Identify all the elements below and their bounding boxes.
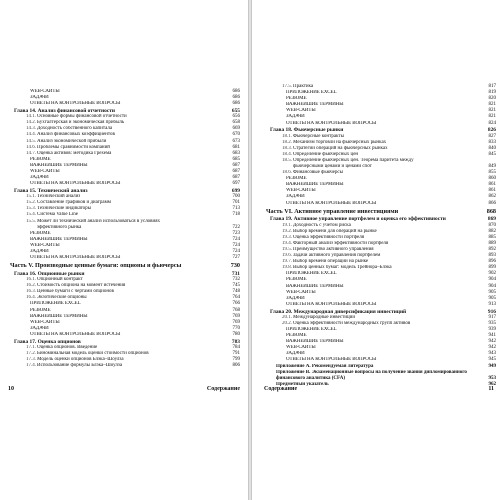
entry-page: 686 [232, 89, 240, 94]
page-number-left: 10 [8, 386, 14, 392]
entry-text: Выбор ценных бумаг: модель Трейнора–Блэка [293, 265, 392, 271]
entry-text: WEB-САЙТЫ [286, 108, 316, 114]
entry-page: 905 [488, 289, 496, 295]
entry-page: 893 [488, 253, 496, 259]
entry-page: 806 [232, 363, 240, 369]
section-number: 14.6. [26, 144, 36, 150]
entry-text: WEB-САЙТЫ [30, 319, 60, 325]
entry-text: Фьючерсные контракты [293, 133, 344, 139]
entry-text: Оценка эффективности портфеля [293, 234, 365, 240]
entry-text: Выбор времени операции на рынке [293, 259, 369, 265]
entry-text: ВАЖНЕЙШИЕ ТЕРМИНЫ [286, 339, 344, 345]
entry-page: 766 [232, 301, 240, 307]
entry-text: Доходность с учетом риска [293, 222, 351, 228]
entry-text: Финансовые фьючерсы [293, 170, 343, 176]
entry-text: Глава 18. Фьючерсные рынки [270, 127, 344, 134]
entry-page: 768 [232, 307, 240, 313]
section-number: 18.4. [282, 151, 292, 157]
entry-text: WEB-САЙТЫ [30, 242, 60, 248]
entry-page: 902 [488, 271, 496, 277]
entry-text: ВАЖНЕЙШИЕ ТЕРМИНЫ [286, 283, 344, 289]
entry-page: 681 [232, 144, 240, 150]
entry-text: Ценные бумаги с чертами опционов [37, 289, 114, 295]
entry-text: ЗАДАЧИ [286, 351, 305, 357]
entry-text: Технические индикаторы [37, 206, 92, 212]
entry-text: Механизм торговли на фьючерсных рынках [293, 139, 387, 145]
entry-page: 745 [232, 283, 240, 289]
entry-page: 943 [488, 351, 496, 357]
entry-text: Часть V. Производные ценные бумаги: опционы и фьючерсы [10, 262, 182, 270]
entry-page: 840 [488, 145, 496, 151]
section-number: 15.4. [26, 212, 36, 218]
section-number: 15.5. [26, 218, 36, 224]
entry-text: ВАЖНЕЙШИЕ ТЕРМИНЫ [30, 162, 88, 168]
entry-page: 882 [488, 228, 496, 234]
entry-page: 917 [488, 314, 496, 320]
section-number: 19.5. [282, 246, 292, 252]
entry-page: 962 [488, 381, 496, 387]
entry-page: 885 [488, 234, 496, 240]
entry-text: ВАЖНЕЙШИЕ ТЕРМИНЫ [30, 236, 88, 242]
entry-text: ЗАДАЧИ [286, 194, 305, 200]
toc-list-left [8, 89, 240, 369]
entry-page: 730 [230, 262, 240, 270]
entry-text: ЗАДАЧИ [30, 95, 49, 101]
running-title-left: Содержание [206, 386, 240, 392]
entry-text: ПРИЛОЖЕНИЕ EXCEL [30, 301, 81, 307]
section-number: 14.7. [26, 150, 36, 156]
entry-page: 724 [232, 249, 240, 255]
section-number: 14.2. [26, 120, 36, 126]
entry-text: Стратегии операций на фьючерсных рынках [293, 145, 388, 151]
entry-page: 700 [232, 194, 240, 200]
entry-page: 817 [488, 84, 496, 89]
entry-page: 673 [232, 138, 240, 144]
entry-text: Практика [293, 84, 314, 89]
entry-page: 723 [232, 230, 240, 236]
entry-text: ЗАДАЧИ [286, 114, 305, 120]
entry-page: 770 [232, 325, 240, 331]
entry-text: Использование формулы Блэка–Шоулза [37, 363, 123, 369]
entry-page: 896 [488, 259, 496, 265]
entry-page: 916 [487, 308, 496, 315]
entry-page: 945 [488, 357, 496, 363]
section-number: 14.1. [26, 114, 36, 120]
section-number: 20.2. [282, 320, 292, 326]
entry-text: ВАЖНЕЙШИЕ ТЕРМИНЫ [286, 102, 344, 108]
entry-text: Оценка эффективности международных групп активов [293, 320, 411, 326]
toc-entry-item[interactable] [264, 121, 496, 127]
entry-text: Анализ финансовых коэффициентов [37, 132, 115, 138]
entry-text: Выбор времени для операций на рынке [293, 228, 377, 234]
entry-page: 821 [488, 108, 496, 114]
entry-text: Предметный указатель [276, 381, 329, 387]
entry-page: 699 [231, 188, 240, 195]
entry-page: 870 [488, 222, 496, 228]
entry-text: Биноминальная модель оценки стоимости опционов [37, 351, 149, 357]
toc-entry-item[interactable] [264, 302, 496, 308]
entry-page: 821 [488, 114, 496, 120]
entry-page: 670 [232, 132, 240, 138]
entry-text: Основные формы финансовой отчетности [37, 114, 127, 120]
right-page [252, 0, 500, 500]
section-number: 15.2. [26, 200, 36, 206]
section-number: 14.3. [26, 126, 36, 132]
entry-page: 683 [232, 150, 240, 156]
toc-entry-item[interactable] [264, 201, 496, 207]
entry-page: 791 [232, 351, 240, 357]
section-number: 17.2. [26, 351, 36, 357]
entry-page: 669 [232, 126, 240, 132]
entry-text: Глава 19. Активное управление портфелем и оценка его эффективности [270, 216, 446, 223]
toc-entry-section[interactable] [8, 363, 240, 369]
entry-text: Технический анализ [37, 194, 81, 200]
entry-text: Анализ экономической прибыли [37, 138, 107, 144]
toc-entry-part[interactable] [8, 262, 240, 270]
entry-text: РЕЗЮМЕ [30, 230, 51, 236]
entry-text: ОТВЕТЫ НА КОНТРОЛЬНЫЕ ВОПРОСЫ [30, 181, 121, 187]
entry-text: WEB-САЙТЫ [286, 188, 316, 194]
section-number: 17.5. [282, 84, 292, 89]
entry-text: Определение фьючерсных цен [293, 151, 359, 157]
section-number: 14.4. [26, 132, 36, 138]
entry-text: РЕЗЮМЕ [286, 333, 307, 339]
entry-title [264, 302, 479, 308]
entry-text: ОТВЕТЫ НА КОНТРОЛЬНЫЕ ВОПРОСЫ [286, 120, 377, 126]
entry-text: ЗАДАЧИ [286, 295, 305, 301]
entry-page: 656 [232, 114, 240, 120]
entry-page: 732 [232, 277, 240, 283]
section-number: 18.1. [282, 133, 292, 139]
entry-text: WEB-САЙТЫ [30, 89, 60, 94]
entry-page: 780 [232, 331, 240, 337]
entry-text: Определение фьючерсных цен. Теорема паритета между [293, 157, 414, 163]
entry-page: 892 [488, 246, 496, 252]
entry-title [264, 208, 479, 216]
entry-text: Приложение А. Рекомендуемая литература [276, 363, 374, 369]
section-number: 19.7. [282, 259, 292, 265]
entry-page: 904 [488, 277, 496, 283]
entry-page: 687 [232, 169, 240, 175]
entry-page: 939 [488, 326, 496, 332]
entry-text: ОТВЕТЫ НА КОНТРОЛЬНЫЕ ВОПРОСЫ [286, 301, 377, 307]
entry-text: Глава 14. Анализ финансовой отчетности [14, 108, 115, 115]
entry-page: 819 [488, 90, 496, 96]
entry-text: WEB-САЙТЫ [286, 345, 316, 351]
entry-page: 727 [232, 255, 240, 261]
toc-entry-item[interactable] [8, 332, 240, 338]
page-number-right: 11 [488, 386, 494, 392]
left-page [0, 0, 248, 500]
entry-page: 722 [232, 224, 240, 230]
entry-text: WEB-САЙТЫ [30, 169, 60, 175]
entry-text: Доходность собственного капитала [37, 126, 113, 132]
entry-page: 783 [231, 338, 240, 345]
section-number: 17.4. [26, 363, 36, 369]
entry-text: Модель оценки опционов Блэка–Шоулза [37, 357, 124, 363]
entry-text: Оценка опционов. Введение [37, 344, 98, 350]
entry-page: 860 [488, 176, 496, 182]
entry-text: Факторный анализ эффективности портфеля [293, 240, 389, 246]
entry-page: 866 [488, 200, 496, 206]
entry-page: 889 [488, 240, 496, 246]
entry-text: Система Value Line [37, 212, 79, 218]
entry-page: 655 [231, 108, 240, 115]
entry-page: 685 [232, 156, 240, 162]
entry-title [8, 181, 223, 187]
entry-page: 799 [232, 357, 240, 363]
toc-list-right [264, 84, 496, 388]
entry-page: 941 [488, 333, 496, 339]
section-number: 15.1. [26, 194, 36, 200]
entry-text: Проблемы сравнимости компаний [37, 144, 110, 150]
entry-page: 748 [232, 289, 240, 295]
entry-text: Часть VI. Активное управление инвестициями [266, 207, 399, 215]
entry-text: Международные инвестиции [293, 314, 356, 320]
running-title-right: Содержание [264, 386, 298, 392]
entry-page: 849 [488, 164, 496, 170]
entry-page: 701 [232, 200, 240, 206]
entry-title [264, 121, 479, 127]
entry-title [8, 332, 223, 338]
entry-page: 713 [232, 206, 240, 212]
section-number: 16.2. [26, 283, 36, 289]
entry-page: 827 [488, 133, 496, 139]
entry-page: 845 [488, 151, 496, 157]
entry-text: ВАЖНЕЙШИЕ ТЕРМИНЫ [286, 182, 344, 188]
section-number: 19.4. [282, 240, 292, 246]
toc-entry-part[interactable] [264, 208, 496, 216]
entry-page: 855 [488, 170, 496, 176]
entry-page: 724 [232, 242, 240, 248]
entry-page: 769 [232, 319, 240, 325]
section-number: 14.5. [26, 138, 36, 144]
section-number: 19.3. [282, 234, 292, 240]
entry-text: РЕЗЮМЕ [286, 96, 307, 102]
entry-page: 862 [488, 194, 496, 200]
section-number: 19.2. [282, 228, 292, 234]
section-number: 16.4. [26, 295, 36, 301]
entry-text: ЗАДАЧИ [30, 325, 49, 331]
entry-page: 697 [232, 181, 240, 187]
toc-entry-appendix[interactable] [264, 370, 496, 382]
entry-title [8, 262, 223, 270]
toc-entry-appendix[interactable] [264, 382, 496, 388]
toc-entry-item[interactable] [8, 255, 240, 261]
section-number: 18.5. [282, 157, 292, 163]
entry-text: РЕЗЮМЕ [286, 277, 307, 283]
entry-text-cont: эффективного рынка [37, 224, 82, 230]
entry-page: 826 [487, 127, 496, 134]
entry-page: 942 [488, 345, 496, 351]
section-number: 18.2. [282, 139, 292, 145]
entry-text: Глава 16. Опционные рынки [14, 271, 85, 278]
entry-text: Бухгалтерская и экономическая прибыль [37, 120, 125, 126]
entry-page: 869 [487, 216, 496, 223]
entry-title [8, 255, 223, 261]
entry-text: Преимущество активного управления [293, 246, 374, 252]
toc-entry-item[interactable] [8, 181, 240, 187]
entry-title [264, 201, 479, 207]
entry-page: 821 [488, 102, 496, 108]
entry-text: Глава 15. Технический анализ [14, 188, 88, 195]
section-number: 18.3. [282, 145, 292, 151]
entry-page: 868 [486, 207, 496, 215]
entry-page: 658 [232, 120, 240, 126]
entry-page: 905 [488, 295, 496, 301]
section-number: 17.3. [26, 357, 36, 363]
entry-text: ПРИЛОЖЕНИЕ EXCEL [286, 271, 337, 277]
entry-text: WEB-САЙТЫ [286, 289, 316, 295]
entry-page: 935 [488, 320, 496, 326]
section-number: 19.8. [282, 265, 292, 271]
entry-title [264, 370, 479, 382]
entry-text-cont: фьючерсными ценами и ценами спот [293, 164, 372, 170]
entry-text: ОТВЕТЫ НА КОНТРОЛЬНЫЕ ВОПРОСЫ [286, 200, 377, 206]
entry-text: Составление графиков и диаграмм [37, 200, 111, 206]
section-number: 17.1. [26, 344, 36, 350]
entry-text: ВАЖНЕЙШИЕ ТЕРМИНЫ [30, 313, 88, 319]
entry-page: 731 [231, 271, 240, 278]
entry-page: 899 [488, 265, 496, 271]
entry-text: Опционный контракт [37, 277, 83, 283]
entry-page: 687 [232, 162, 240, 168]
entry-text: Стоимость опциона на момент истечения [37, 283, 126, 289]
entry-text: ОТВЕТЫ НА КОНТРОЛЬНЫЕ ВОПРОСЫ [30, 101, 121, 107]
entry-page: 833 [488, 139, 496, 145]
entry-text: ЗАДАЧИ [30, 175, 49, 181]
entry-page: 904 [488, 283, 496, 289]
toc-entry-item[interactable] [8, 101, 240, 107]
section-number: 20.1. [282, 314, 292, 320]
entry-text: РЕЗЮМЕ [286, 176, 307, 182]
entry-text: Экзотические опционы [37, 295, 87, 301]
entry-page: 764 [232, 295, 240, 301]
entry-page: 687 [232, 175, 240, 181]
section-number: 15.3. [26, 206, 36, 212]
entry-page: 784 [232, 344, 240, 350]
entry-page: 686 [232, 95, 240, 101]
section-number: 19.1. [282, 222, 292, 228]
entry-text: ОТВЕТЫ НА КОНТРОЛЬНЫЕ ВОПРОСЫ [30, 331, 121, 337]
entry-page: 861 [488, 182, 496, 188]
entry-page: 861 [488, 188, 496, 194]
entry-page: 724 [232, 236, 240, 242]
entry-text: ПРИЛОЖЕНИЕ EXCEL [286, 90, 337, 96]
entry-text: Оценка активов: методика Грехема [37, 150, 112, 156]
entry-page: 769 [232, 313, 240, 319]
entry-text: ОТВЕТЫ НА КОНТРОЛЬНЫЕ ВОПРОСЫ [30, 255, 121, 261]
entry-title [8, 101, 223, 107]
section-number: 16.1. [26, 277, 36, 283]
entry-text: Может ли технический анализ использоваться в условиях [37, 218, 161, 224]
entry-page: 942 [488, 339, 496, 345]
entry-page: 718 [232, 212, 240, 218]
entry-text: Глава 17. Оценка опционов [14, 338, 81, 345]
section-number: 18.6. [282, 170, 292, 176]
entry-page: 913 [488, 301, 496, 307]
entry-text: ОТВЕТЫ НА КОНТРОЛЬНЫЕ ВОПРОСЫ [286, 357, 377, 363]
entry-page: 953 [488, 375, 496, 381]
entry-page: 820 [488, 96, 496, 102]
section-number: 19.6. [282, 253, 292, 259]
section-number: 16.3. [26, 289, 36, 295]
entry-page: 686 [232, 101, 240, 107]
entry-text: Задачи активного управления портфелем [293, 253, 381, 259]
entry-page: 824 [488, 120, 496, 126]
entry-page: 949 [488, 363, 496, 369]
entry-text: Приложение В. Экзаменационные вопросы на получение звания дипломированного финансового аналитика (CFA) [276, 369, 467, 381]
entry-text: ПРИЛОЖЕНИЕ EXCEL [286, 326, 337, 332]
entry-title [8, 363, 223, 369]
entry-text: РЕЗЮМЕ [30, 307, 51, 313]
entry-text: ЗАДАЧИ [30, 249, 49, 255]
entry-text: РЕЗЮМЕ [30, 156, 51, 162]
entry-text: Глава 20. Международная диверсификация инвестиций [270, 308, 407, 315]
